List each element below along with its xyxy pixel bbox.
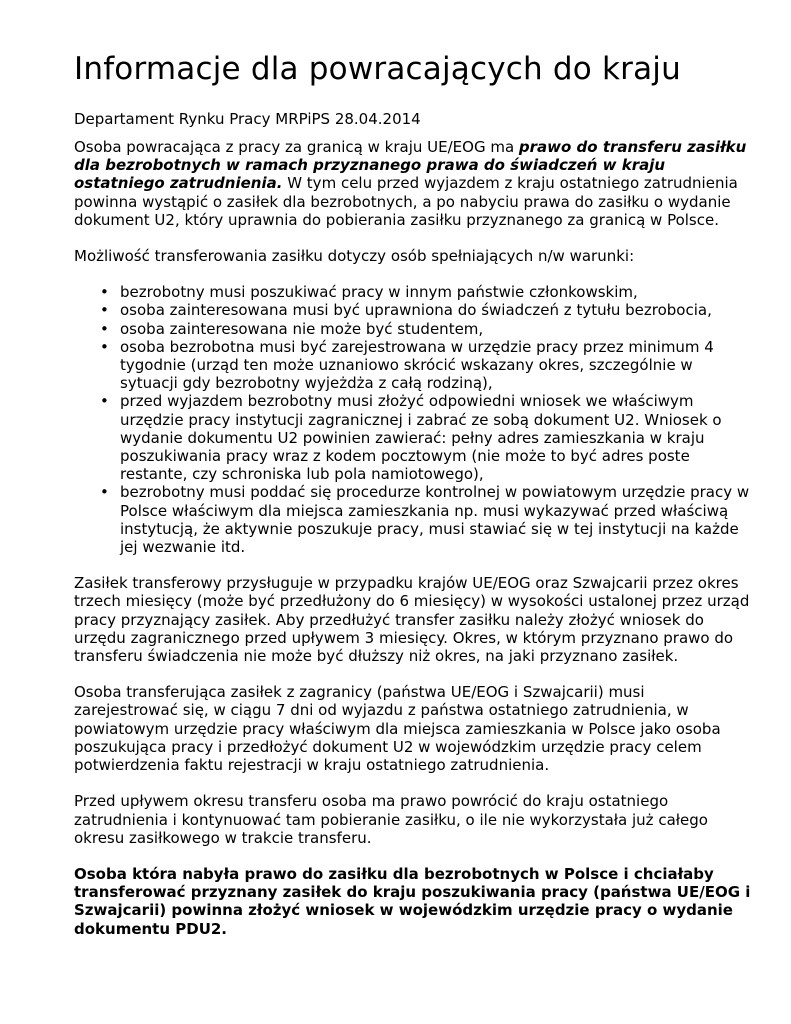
list-item xyxy=(74,320,751,338)
bullet-icon: • xyxy=(100,319,109,338)
list-item xyxy=(74,483,751,556)
intro-emphasis: prawo do transferu zasiłku dla bezrobotnych w ramach przyznanego prawa do świadczeń w kraju ostatniego zatrudnienia. xyxy=(74,138,747,193)
return-paragraph: Przed upływem okresu transferu osoba ma prawo powrócić do kraju ostatniego zatrudnienia i kontynuować tam pobieranie zasiłku, o ile nie wykorzystała już całego okresu zasiłkowego w trakcie transferu. xyxy=(74,792,708,847)
conditions-intro: Możliwość transferowania zasiłku dotyczy osób spełniających n/w warunki: xyxy=(74,247,635,266)
bullet-icon: • xyxy=(100,301,109,320)
list-item-text: osoba zainteresowana musi być uprawniona do świadczeń z tytułu bezrobocia, xyxy=(120,301,712,320)
transfer-period-paragraph: Zasiłek transferowy przysługuje w przypadku krajów UE/EOG oraz Szwajcarii przez okres trzech miesięcy (może być przedłużony do 6 miesięcy) w wysokości ustalonej przez urząd pracy przyznający zasiłek. Aby przedłużyć transfer zasiłku należy złożyć wniosek do urzędu zagranicznego przed upływem 3 miesięcy. Okres, w którym przyznano prawo do transferu świadczenia nie może być dłuższy niż okres, na jaki przyznano zasiłek. xyxy=(74,574,750,666)
bullet-icon: • xyxy=(100,337,109,356)
pdu2-paragraph: Osoba która nabyła prawo do zasiłku dla bezrobotnych w Polsce i chciałaby transferować przyznany zasiłek do kraju poszukiwania pracy (państwa UE/EOG i Szwajcarii) powinna złożyć wniosek w wojewódzkim urzędzie pracy o wydanie dokumentu PDU2. xyxy=(74,864,751,938)
intro-text-part1: Osoba powracająca z pracy za granicą w kraju UE/EOG ma xyxy=(74,138,519,156)
list-item-text: bezrobotny musi poddać się procedurze kontrolnej w powiatowym urzędzie pracy w Polsce właściwym dla miejsca zamieszkania np. musi wykazywać przed właściwą instytucją, że aktywnie poszukuje pracy, musi stawiać się w tej instytucji na każde jej wezwanie itd. xyxy=(120,483,750,557)
list-item xyxy=(74,283,751,301)
list-item-text: osoba zainteresowana nie może być studentem, xyxy=(120,319,484,338)
list-item-text: osoba bezrobotna musi być zarejestrowana w urzędzie pracy przez minimum 4 tygodnie (urząd ten może uznaniowo skrócić wskazany okres, szczególnie w sytuacji gdy bezrobotny wyjeżdża z całą rodziną), xyxy=(120,337,714,393)
list-item xyxy=(74,338,751,393)
list-item-text: przed wyjazdem bezrobotny musi złożyć odpowiedni wniosek we właściwym urzędzie pracy instytucji zagranicznej i zabrać ze sobą dokument U2. Wniosek o wydanie dokumentu U2 powinien zawierać: pełny adres zamieszkania w kraju poszukiwania pracy wraz z kodem pocztowym (nie może to być adres poste restante, czy schroniska lub pola namiotowego), xyxy=(120,392,722,484)
bullet-icon: • xyxy=(100,392,109,411)
document-subtitle: Departament Rynku Pracy MRPiPS 28.04.2014 xyxy=(74,110,421,128)
intro-paragraph xyxy=(74,138,751,229)
intro-text-part2: W tym celu przed wyjazdem z kraju ostatniego zatrudnienia powinna wystąpić o zasiłek dla bezrobotnych, a po nabyciu prawa do zasiłku o wydanie dokument U2, który uprawnia do pobierania zasiłku przyznanego za granicą w Polsce. xyxy=(74,174,738,229)
list-item xyxy=(74,392,751,483)
page-title: Informacje dla powracających do kraju xyxy=(74,51,681,87)
conditions-list xyxy=(74,283,751,556)
registration-paragraph: Osoba transferująca zasiłek z zagranicy (państwa UE/EOG i Szwajcarii) musi zarejestrować się, w ciągu 7 dni od wyjazdu z państwa ostatniego zatrudnienia, w powiatowym urzędzie pracy właściwym dla miejsca zamieszkania w Polsce jako osoba poszukująca pracy i przedłożyć dokument U2 w wojewódzkim urzędzie pracy celem potwierdzenia faktu rejestracji w kraju ostatniego zatrudnienia. xyxy=(74,683,721,775)
list-item-text: bezrobotny musi poszukiwać pracy w innym państwie członkowskim, xyxy=(120,283,638,302)
bullet-icon: • xyxy=(100,483,109,502)
bullet-icon: • xyxy=(100,283,109,302)
list-item xyxy=(74,301,751,319)
